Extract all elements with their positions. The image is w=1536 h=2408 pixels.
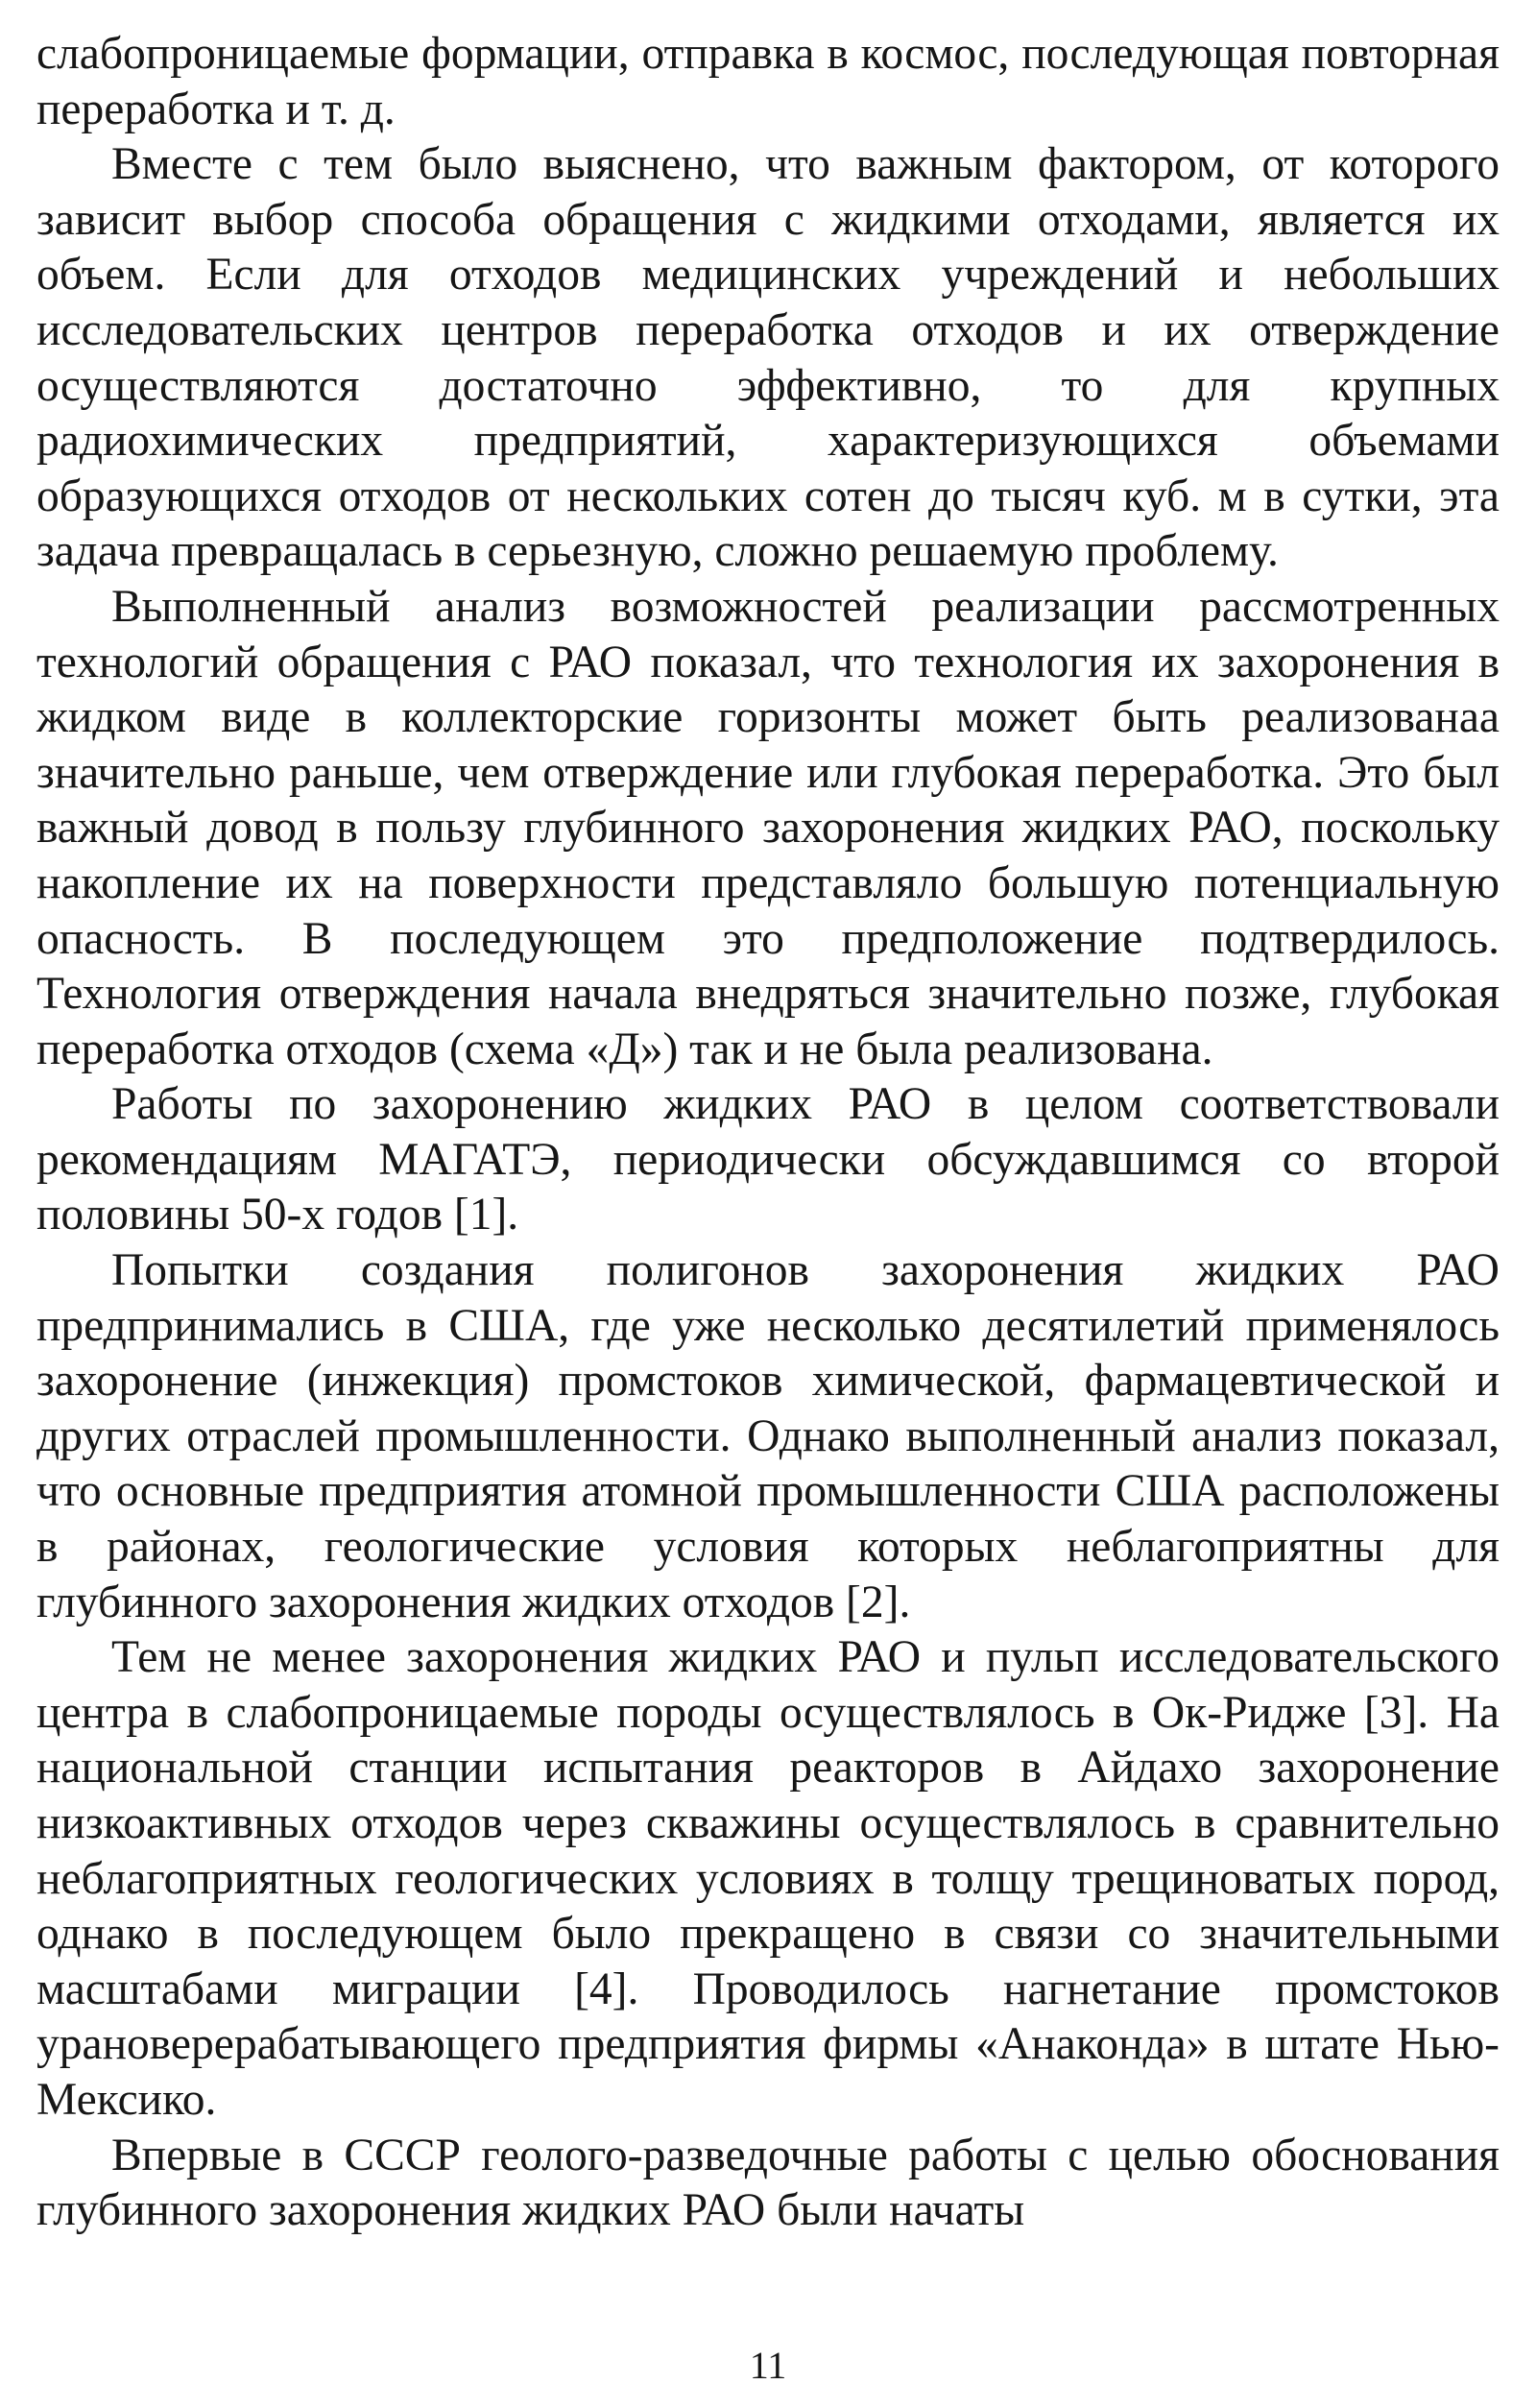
paragraph-technology-analysis: Выполненный анализ возможностей реализации рассмотренных технологий обращения с РАО показал, что технология их захоронения в жидком виде в коллекторские горизонты может быть реализованаа значительно раньше, чем отверждение или глубокая переработка. Это был важный довод в пользу глубинного захоронения жидких РАО, поскольку накопление их на поверхности представляло большую потенциальную опасность. В последующем это предположение подтвердилось. Технология отверждения начала внедряться значительно позже, глубокая переработка отходов (схема «Д») так и не была реализована. xyxy=(36,581,1500,1074)
paragraph-continuation: слабопроницаемые формации, отправка в космос, последующая повторная переработка и т. д. xyxy=(36,29,1500,134)
paragraph-oak-ridge-idaho: Тем не менее захоронения жидких РАО и пульп исследовательского центра в слабопроницаемые породы осуществлялось в Ок-Ридже [3]. На национальной станции испытания реакторов в Айдахо захоронение низкоактивных отходов через скважины осуществлялось в сравнительно неблагоприятных геологических условиях в толщу трещиноватых пород, однако в последующем было прекращено в связи со значительными масштабами миграции [4]. Проводилось нагнетание промстоков урановерерабатывающего предприятия фирмы «Анаконда» в штате Нью-Мексико. xyxy=(36,1632,1500,2125)
paragraph-waste-volume: Вместе с тем было выяснено, что важным фактором, от которого зависит выбор способа обращения с жидкими отходами, является их объем. Если для отходов медицинских учреждений и небольших исследовательских центров переработка отходов и их отверждение осуществляются достаточно эффективно, то для крупных радиохимических предприятий, характеризующихся объемами образующихся отходов от нескольких сотен до тысяч куб. м в сутки, эта задача превращалась в серьезную, сложно решаемую проблему. xyxy=(36,139,1500,577)
paragraph-iaea-recommendations: Работы по захоронению жидких РАО в целом соответствовали рекомендациям МАГАТЭ, периодически обсуждавшимся со второй половины 50-х годов [1]. xyxy=(36,1079,1500,1240)
page-body xyxy=(36,27,1500,2239)
page-number: 11 xyxy=(749,2344,787,2387)
paragraph-usa-attempts: Попытки создания полигонов захоронения жидких РАО предпринимались в США, где уже несколько десятилетий применялось захоронение (инжекция) промстоков химической, фармацевтической и других отраслей промышленности. Однако выполненный анализ показал, что основные предприятия атомной промышленности США расположены в районах, геологические условия которых неблагоприятны для глубинного захоронения жидких отходов [2]. xyxy=(36,1245,1500,1627)
paragraph-ussr-beginning: Впервые в СССР геолого-разведочные работы с целью обоснования глубинного захоронения жидких РАО были начаты xyxy=(36,2130,1500,2236)
